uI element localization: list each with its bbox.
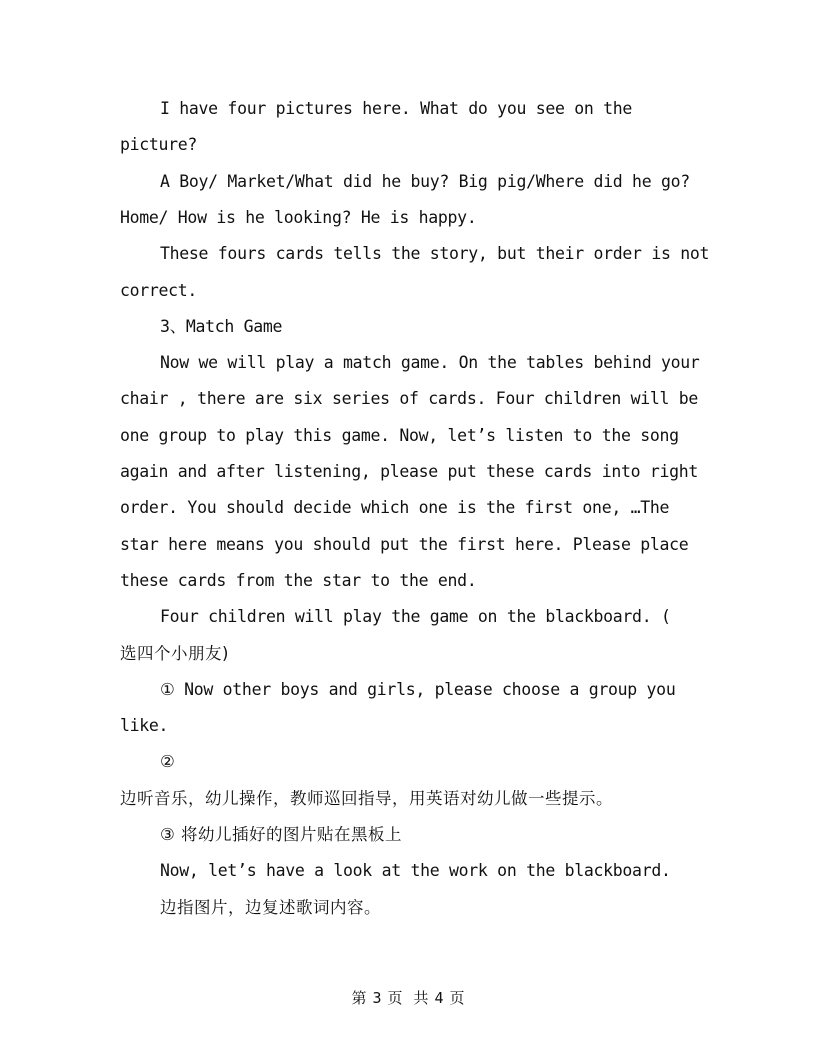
paragraph-line: correct. [120,281,198,300]
list-item: ① Now other boys and girls, please choose a group you [160,680,676,699]
paragraph-line: I have four pictures here. What do you see on the [160,99,633,118]
paragraph-line: These fours cards tells the story, but their order is not [160,244,710,263]
page-current: 3 [372,989,382,1007]
page-total: 4 [434,989,444,1007]
list-item: ② [160,752,175,771]
paragraph-line: like. [120,716,169,735]
paragraph-line: order. You should decide which one is the first one, …The [120,498,670,517]
page-label-suffix: 页 [449,989,465,1007]
paragraph-line: these cards from the star to the end. [120,571,477,590]
paragraph-line: Four children will play the game on the blackboard. ( [160,607,671,626]
page-label-prefix: 第 [351,989,367,1007]
paragraph-line: star here means you should put the first here. Please place [120,535,689,554]
page-footer [0,988,816,1008]
paragraph-line: 选四个小朋友) [120,644,229,663]
paragraph-line: 边指图片，边复述歌词内容。 [160,898,381,917]
paragraph-line: picture? [120,135,198,154]
list-item: ③ 将幼儿插好的图片贴在黑板上 [160,825,403,844]
page-label-mid: 页 共 [387,989,429,1007]
paragraph-line: chair , there are six series of cards. Four children will be [120,389,699,408]
paragraph-line: Now we will play a match game. On the tables behind your [160,353,700,372]
section-heading: 3、Match Game [160,317,283,336]
paragraph-line: again and after listening, please put these cards into right [120,462,699,481]
paragraph-line: A Boy/ Market/What did he buy? Big pig/Where did he go? [160,172,690,191]
paragraph-line: Now, let’s have a look at the work on the blackboard. [160,861,671,880]
paragraph-line: one group to play this game. Now, let’s listen to the song [120,426,679,445]
paragraph-line: Home/ How is he looking? He is happy. [120,208,477,227]
paragraph-line: 边听音乐，幼儿操作，教师巡回指导，用英语对幼儿做一些提示。 [120,789,613,808]
